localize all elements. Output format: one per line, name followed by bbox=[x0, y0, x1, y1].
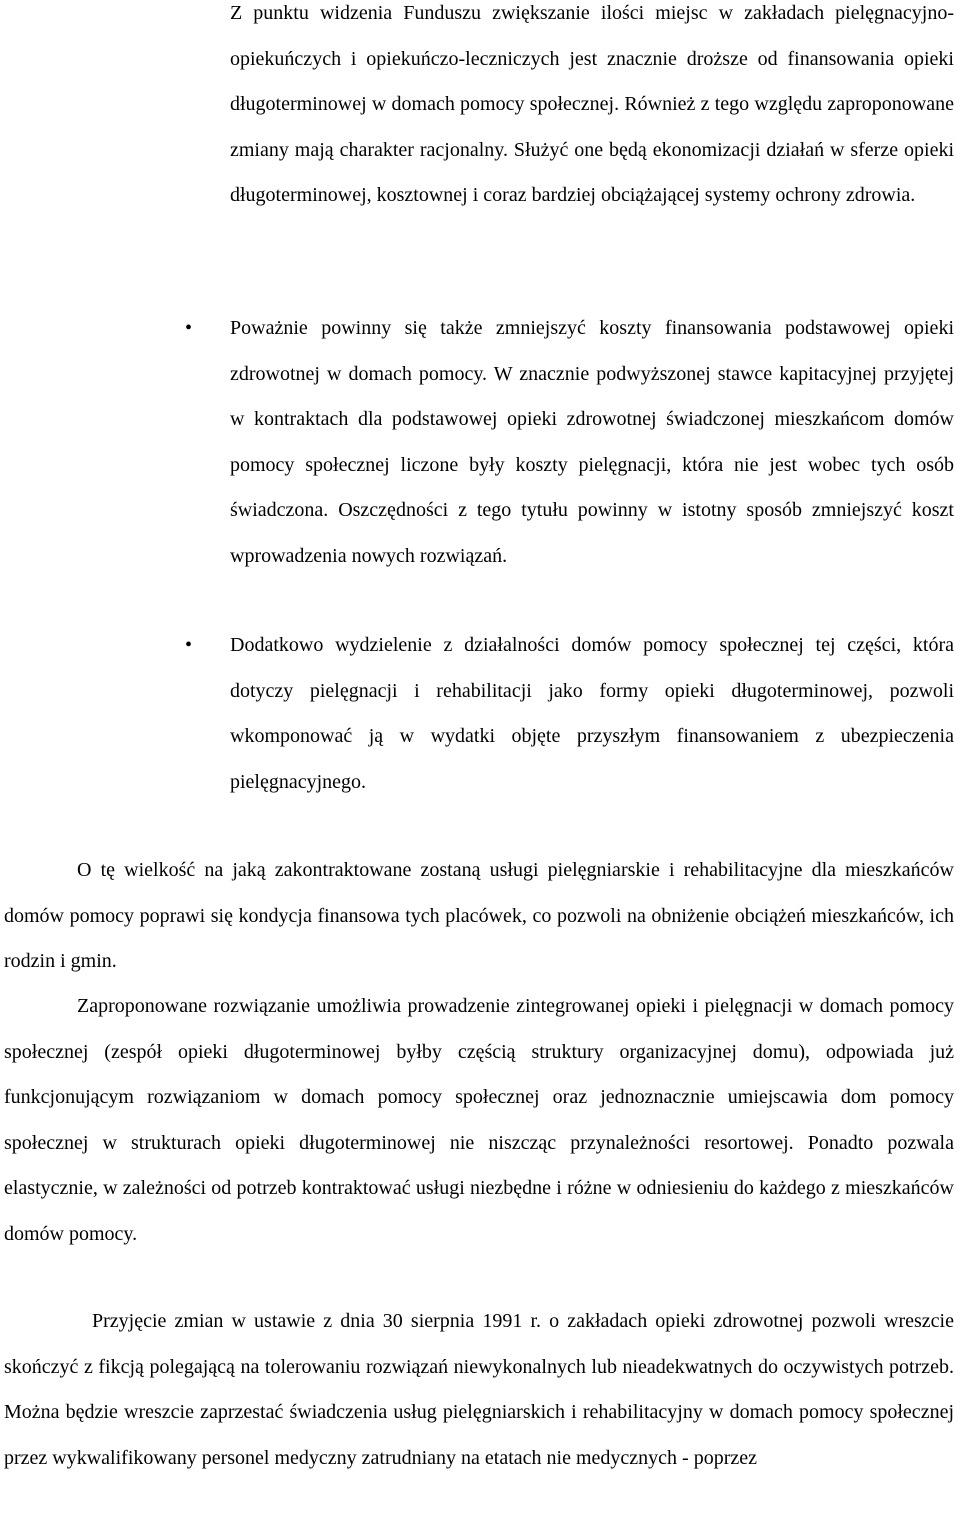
bullet-item-separation-of-care: Dodatkowo wydzielenie z działalności domów pomocy społecznej tej części, która dotyczy pielęgnacji i rehabilitacji jako formy opieki długoterminowej, pozwoli wkomponować ją w wydatki objęte przyszłym finansowaniem z ubezpieczenia pielęgnacyjnego. bbox=[230, 634, 954, 793]
paragraph-proposed-solution: Zaproponowane rozwiązanie umożliwia prowadzenie zintegrowanej opieki i pielęgnacji w domach pomocy społecznej (zespół opieki długoterminowej byłby częścią struktury organizacyjnej domu), odpowiada już funkcjonującym rozwiązaniom w domach pomocy społecznej oraz jednoznacznie umiejscawia dom pomocy społecznej w strukturach opieki długoterminowej nie niszcząc przynależności resortowej. Ponadto pozwala elastycznie, w zależności od potrzeb kontraktować usługi niezbędne i różne w odniesieniu do każdego z mieszkańców domów pomocy. bbox=[4, 995, 954, 1245]
paragraph-financial-condition: O tę wielkość na jaką zakontraktowane zostaną usługi pielęgniarskie i rehabilitacyjne dla mieszkańców domów pomocy poprawi się kondycja finansowa tych placówek, co pozwoli na obniżenie obciążeń mieszkańców, ich rodzin i gmin. bbox=[4, 859, 954, 972]
bullet-item-primary-care-costs: Poważnie powinny się także zmniejszyć koszty finansowania podstawowej opieki zdrowotnej w domach pomocy. W znacznie podwyższonej stawce kapitacyjnej przyjętej w kontraktach dla podstawowej opieki zdrowotnej świadczonej mieszkańcom domów pomocy społecznej liczone były koszty pielęgnacji, która nie jest wobec tych osób świadczona. Oszczędności z tego tytułu powinny w istotny sposób zmniejszyć koszt wprowadzenia nowych rozwiązań. bbox=[230, 317, 954, 567]
bullet-marker: • bbox=[185, 317, 193, 339]
paragraph-law-amendment: Przyjęcie zmian w ustawie z dnia 30 sierpnia 1991 r. o zakładach opieki zdrowotnej pozwoli wreszcie skończyć z fikcją polegającą na tolerowaniu rozwiązań niewykonalnych lub nieadekwatnych do oczywistych potrzeb. Można będzie wreszcie zaprzestać świadczenia usług pielęgniarskich i rehabilitacyjny w domach pomocy społecznej przez wykwalifikowany personel medyczny zatrudniany na etatach nie medycznych - poprzez bbox=[4, 1310, 954, 1469]
bullet-marker: • bbox=[185, 634, 193, 656]
paragraph-fund-perspective: Z punktu widzenia Funduszu zwiększanie ilości miejsc w zakładach pielęgnacyjno-opiekuńczych i opiekuńczo-leczniczych jest znacznie droższe od finansowania opieki długoterminowej w domach pomocy społecznej. Również z tego względu zaproponowane zmiany mają charakter racjonalny. Służyć one będą ekonomizacji działań w sferze opieki długoterminowej, kosztownej i coraz bardziej obciążającej systemy ochrony zdrowia. bbox=[230, 2, 954, 206]
